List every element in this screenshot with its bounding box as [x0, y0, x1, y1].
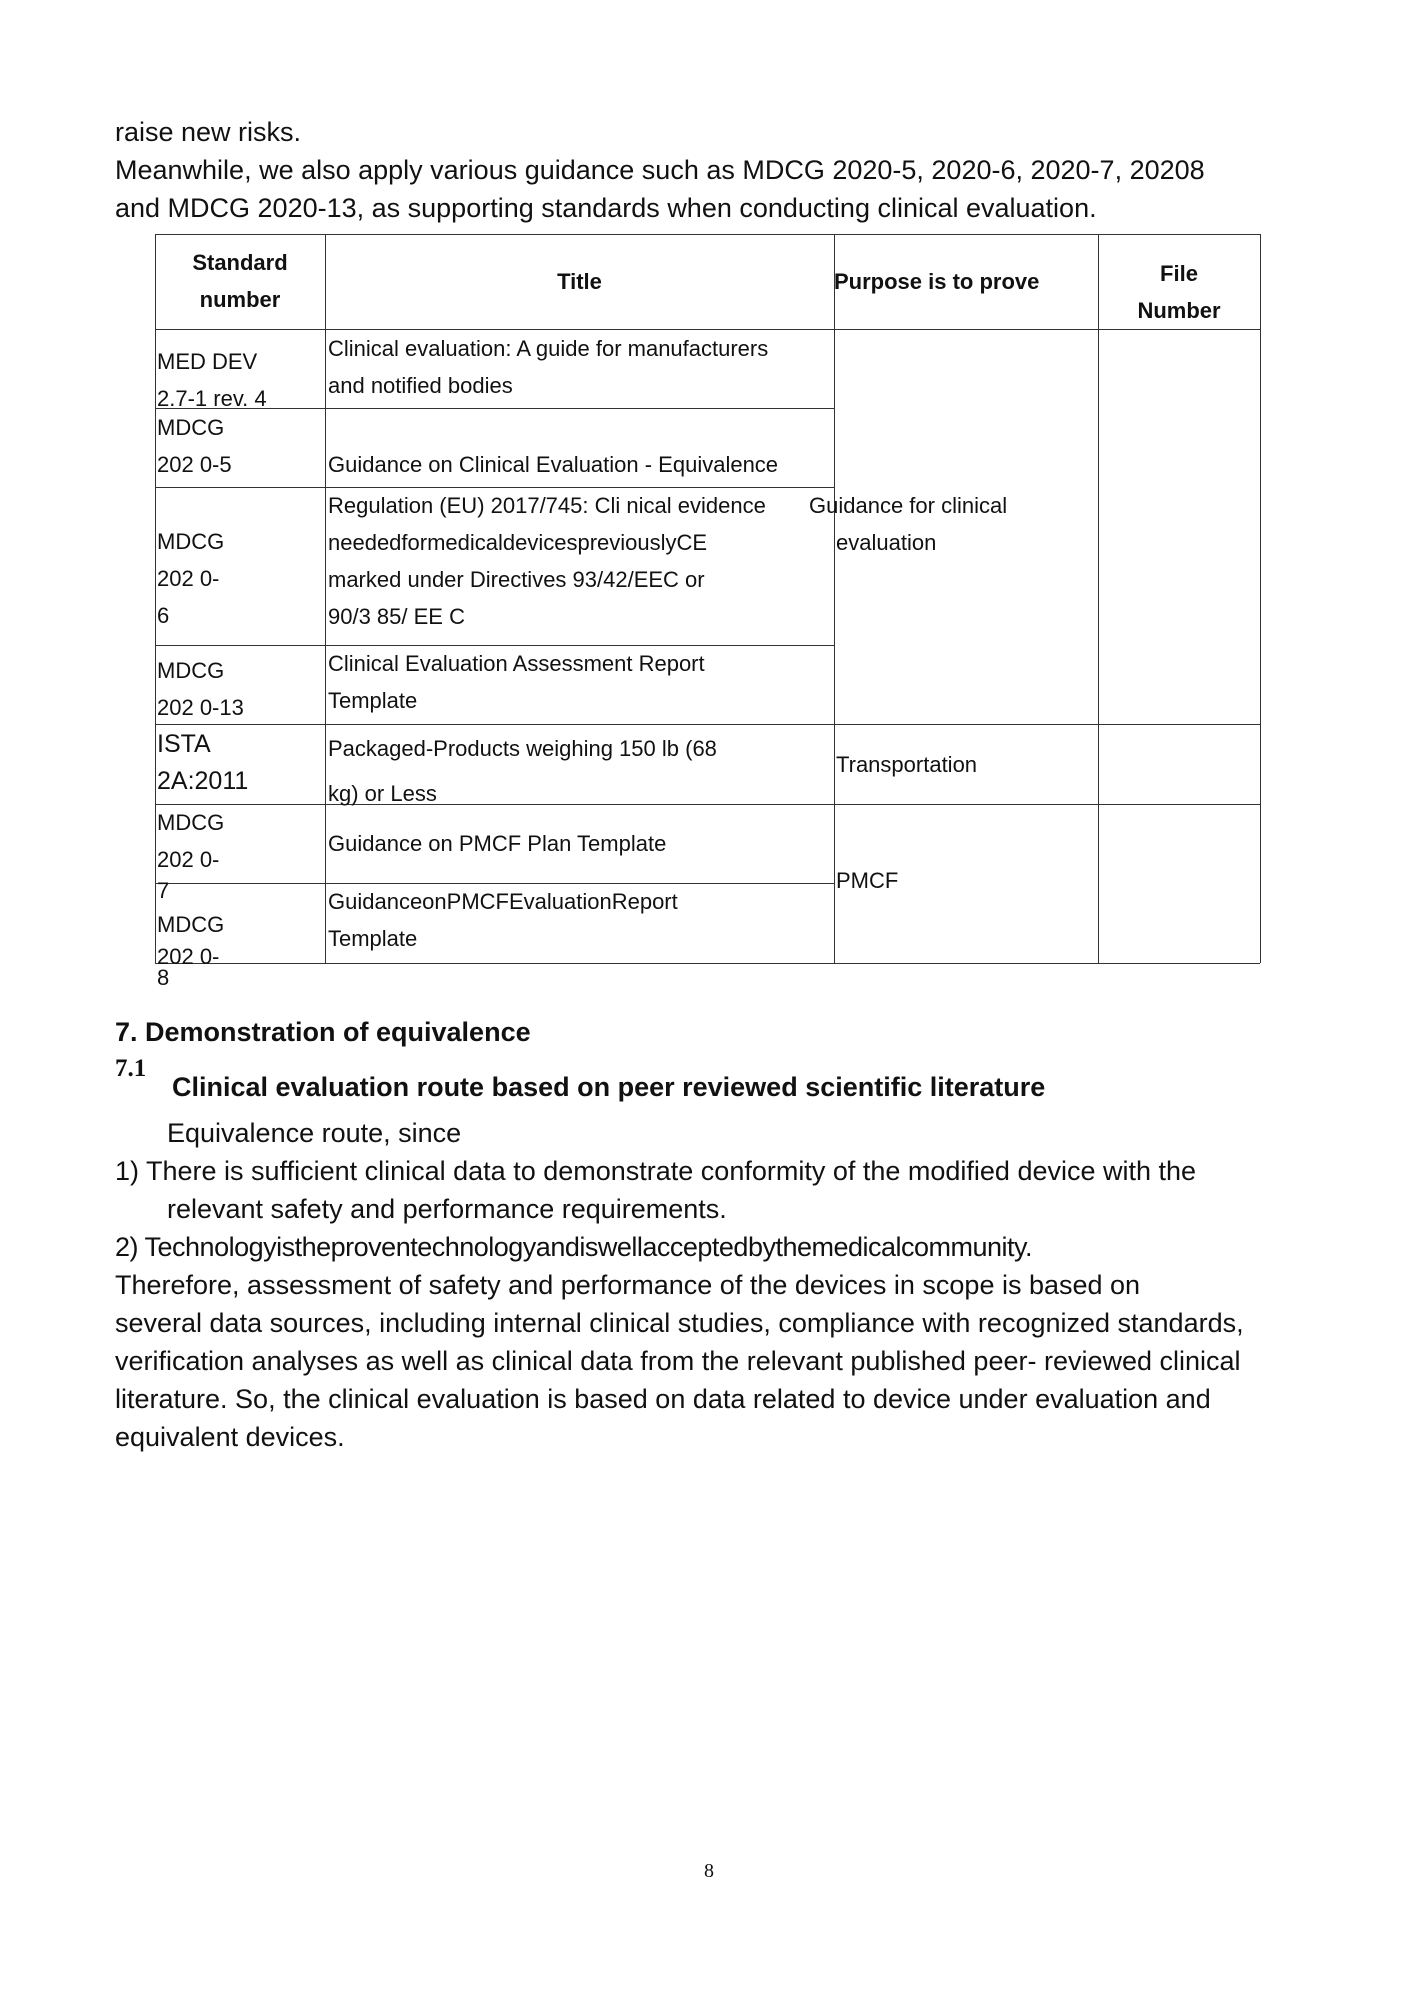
header-title: Title	[557, 269, 602, 294]
section-7-1-heading: Clinical evaluation route based on peer reviewed scientific literature	[172, 1072, 1046, 1102]
row-7-standard: MDCG 202 0- 8	[157, 912, 225, 990]
row-7-title: GuidanceonPMCFEvaluationReport Template	[328, 889, 678, 951]
purpose-transportation: Transportation	[836, 752, 978, 777]
body-line-2: 1) There is sufficient clinical data to demonstrate conformity of the modified device with the	[115, 1156, 1197, 1186]
body-line-8: literature. So, the clinical evaluation is based on data related to device under evaluation and	[115, 1384, 1211, 1414]
body-line-4: 2) Technologyistheproventechnologyandiswellacceptedbythemedicalcommunity.	[115, 1232, 1033, 1262]
body-line-9: equivalent devices.	[115, 1422, 345, 1452]
row-5-title: Packaged-Products weighing 150 lb (68 kg) or Less	[328, 736, 717, 806]
row-3-title: Regulation (EU) 2017/745: Cli nical evidence neededformedicaldevicespreviouslyCE marked under Directives 93/42/EEC or 90/3 85/ EE C	[328, 493, 766, 629]
row-2-title: Guidance on Clinical Evaluation - Equivalence	[328, 452, 779, 477]
row-5-standard: ISTA 2A:2011	[157, 730, 249, 795]
row-1-title: Clinical evaluation: A guide for manufacturers and notified bodies	[328, 336, 769, 398]
section-7-1-number: 7.1	[115, 1055, 147, 1082]
row-4-title: Clinical Evaluation Assessment Report Template	[328, 651, 705, 713]
intro-line-2: Meanwhile, we also apply various guidance such as MDCG 2020-5, 2020-6, 2020-7, 20208	[115, 155, 1205, 185]
row-4-standard: MDCG 202 0-13	[157, 658, 244, 720]
row-1-standard: MED DEV 2.7-1 rev. 4	[157, 349, 267, 411]
row-3-standard: MDCG 202 0- 6	[157, 529, 225, 628]
section-7-heading: 7. Demonstration of equivalence	[115, 1017, 531, 1047]
row-6-title: Guidance on PMCF Plan Template	[328, 831, 667, 856]
body-line-7: verification analyses as well as clinical data from the relevant published peer- reviewed clinical	[115, 1346, 1241, 1376]
header-standard-number: Standard number	[192, 250, 288, 312]
body-line-1: Equivalence route, since	[167, 1118, 462, 1148]
purpose-pmcf: PMCF	[836, 868, 899, 893]
page-number: 8	[704, 1860, 714, 1882]
intro-line-1: raise new risks.	[115, 117, 302, 147]
standards-table	[155, 234, 1260, 990]
body-line-3: relevant safety and performance requirements.	[167, 1194, 727, 1224]
purpose-clinical-evaluation: Guidance for clinical evaluation	[809, 493, 1008, 555]
intro-line-3: and MDCG 2020-13, as supporting standards when conducting clinical evaluation.	[115, 193, 1097, 223]
body-line-6: several data sources, including internal clinical studies, compliance with recognized standards,	[115, 1308, 1244, 1338]
header-purpose: Purpose is to prove	[834, 269, 1040, 294]
header-file-number: File Number	[1137, 261, 1221, 323]
row-2-standard: MDCG 202 0-5	[157, 415, 232, 477]
row-6-standard: MDCG 202 0- 7	[157, 810, 225, 903]
body-line-5: Therefore, assessment of safety and performance of the devices in scope is based on	[115, 1270, 1141, 1300]
